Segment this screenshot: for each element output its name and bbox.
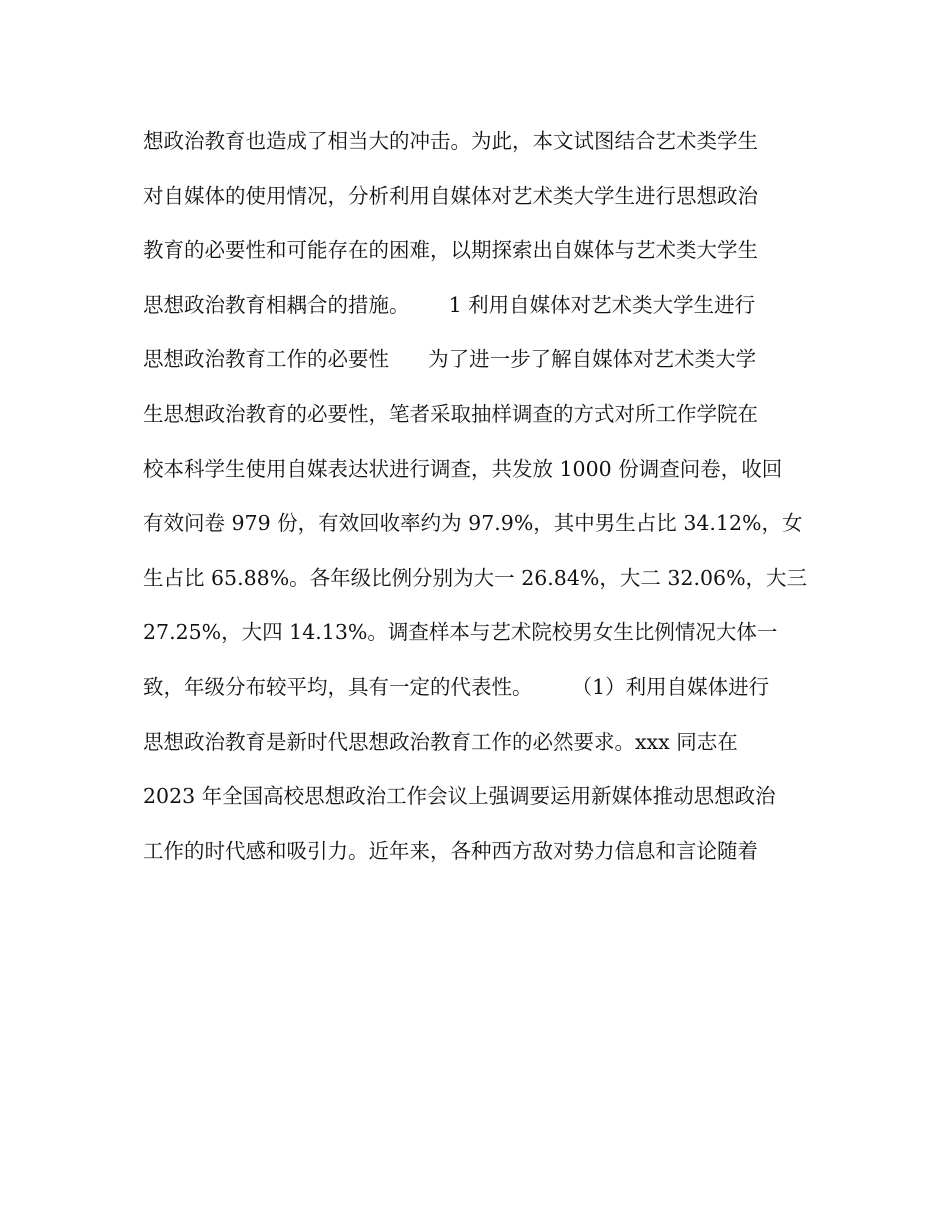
text-line-6: 生思想政治教育的必要性，笔者采取抽样调查的方式对所工作学院在: [143, 401, 758, 426]
text-line-11: 致，年级分布较平均，具有一定的代表性。 （1）利用自媒体进行: [143, 674, 770, 699]
text-line-4: 思想政治教育相耦合的措施。 1 利用自媒体对艺术类大学生进行: [143, 292, 756, 317]
text-line-2: 对自媒体的使用情况，分析利用自媒体对艺术类大学生进行思想政治: [143, 183, 758, 208]
text-line-5: 思想政治教育工作的必要性 为了进一步了解自媒体对艺术类大学: [143, 347, 757, 372]
text-line-10: 27.25%，大四 14.13%。调查样本与艺术院校男女生比例情况大体一: [143, 620, 778, 645]
body-text: [143, 121, 823, 885]
text-line-3: 教育的必要性和可能存在的困难，以期探索出自媒体与艺术类大学生: [143, 238, 758, 263]
text-line-7: 校本科学生使用自媒表达状进行调查，共发放 1000 份调查问卷，收回: [143, 456, 783, 481]
text-line-13: 2023 年全国高校思想政治工作会议上强调要运用新媒体推动思想政治: [143, 784, 776, 809]
text-line-9: 生占比 65.88%。各年级比例分别为大一 26.84%，大二 32.06%，大三: [143, 565, 808, 590]
text-line-14: 工作的时代感和吸引力。近年来，各种西方敌对势力信息和言论随着: [143, 838, 758, 863]
text-line-8: 有效问卷 979 份，有效回收率约为 97.9%，其中男生占比 34.12%，女: [143, 511, 803, 536]
text-line-12: 思想政治教育是新时代思想政治教育工作的必然要求。xxx 同志在: [143, 729, 738, 754]
text-line-1: 想政治教育也造成了相当大的冲击。为此，本文试图结合艺术类学生: [143, 129, 758, 153]
